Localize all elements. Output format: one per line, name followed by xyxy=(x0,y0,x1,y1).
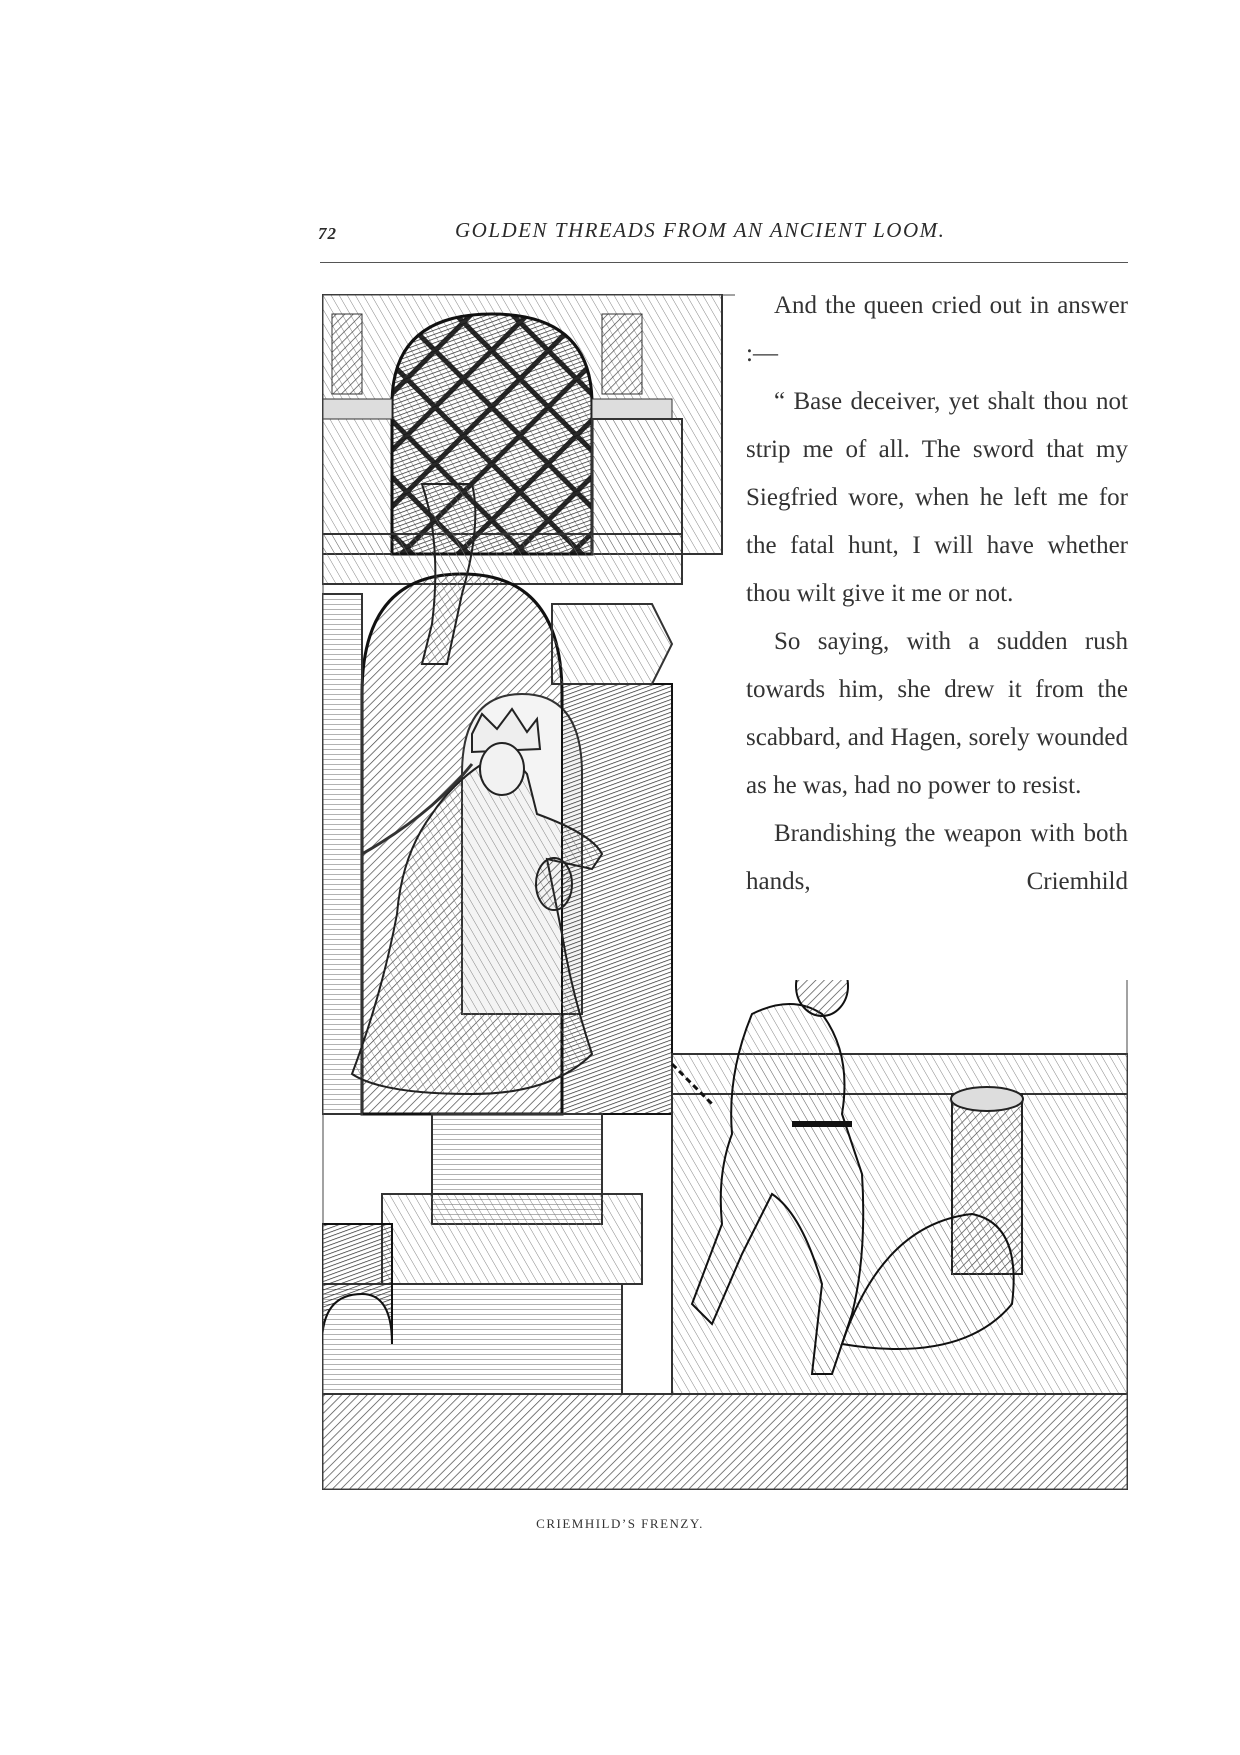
paragraph: Brandishing the weapon with both hands, Criemhild xyxy=(746,820,1128,895)
running-head: GOLDEN THREADS FROM AN ANCIENT LOOM. xyxy=(455,218,946,242)
body-text xyxy=(746,282,1128,906)
illustration-caption: CRIEMHILD’S FRENZY. xyxy=(536,1516,704,1531)
header-rule xyxy=(320,262,1128,263)
page-number: 72 xyxy=(318,224,337,243)
paragraph: “ Base deceiver, yet shalt thou not strip me of all. The sword that my Siegfried wore, when he left me for the fatal hunt, I will have whether thou wilt give it me or not. xyxy=(746,388,1128,607)
paragraph: And the queen cried out in answer :— xyxy=(746,292,1128,367)
paragraph: So saying, with a sudden rush towards him, she drew it from the scabbard, and Hagen, sorely wounded as he was, had no power to resist. xyxy=(746,628,1128,799)
